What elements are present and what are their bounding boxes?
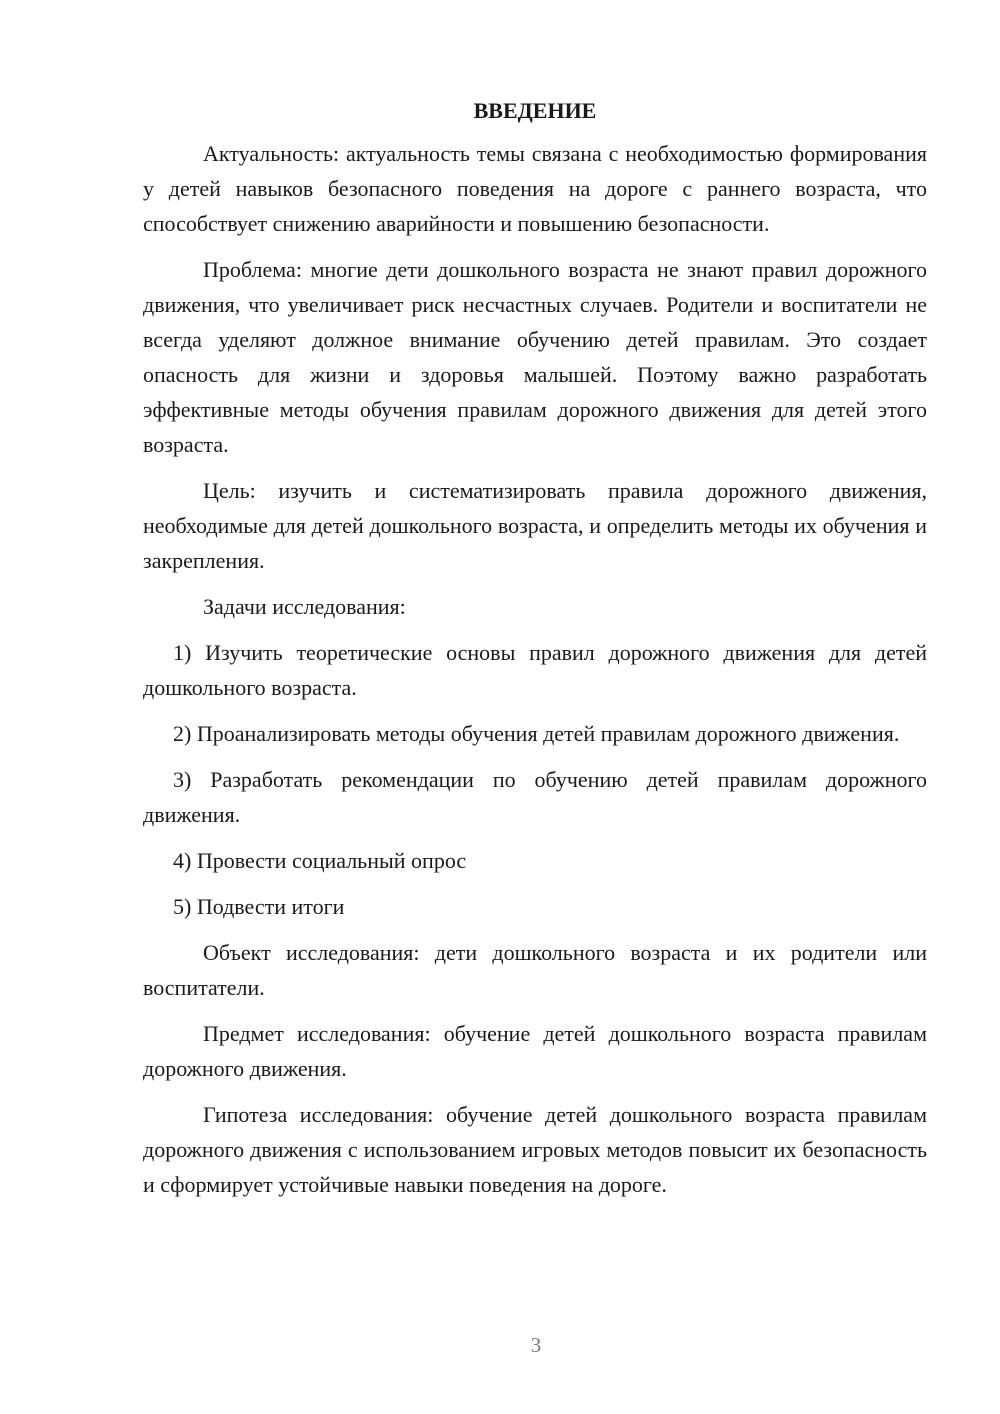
paragraph-goal: Цель: изучить и систематизировать правила дорожного движения, необходимые для детей дошкольного возраста, и определить методы их обучения и закрепления. — [143, 478, 927, 573]
task-item-5: 5) Подвести итоги — [173, 894, 345, 919]
task-item-2: 2) Проанализировать методы обучения детей правилам дорожного движения. — [173, 721, 900, 746]
paragraph-subject: Предмет исследования: обучение детей дошкольного возраста правилам дорожного движения. — [143, 1021, 927, 1081]
paragraph-hypothesis: Гипотеза исследования: обучение детей дошкольного возраста правилам дорожного движения с использованием игровых методов повысит их безопасность и сформирует устойчивые навыки поведения на дороге. — [143, 1102, 927, 1197]
task-item-1: 1) Изучить теоретические основы правил дорожного движения для детей дошкольного возраста. — [143, 640, 927, 700]
task-item-3: 3) Разработать рекомендации по обучению детей правилам дорожного движения. — [143, 767, 927, 827]
section-title: ВВЕДЕНИЕ — [473, 98, 597, 123]
paragraph-object: Объект исследования: дети дошкольного возраста и их родители или воспитатели. — [143, 940, 927, 1000]
page-number: 3 — [530, 1333, 542, 1357]
task-item-4: 4) Провести социальный опрос — [173, 848, 467, 873]
tasks-heading: Задачи исследования: — [203, 594, 406, 619]
paragraph-relevance: Актуальность: актуальность темы связана с необходимостью формирования у детей навыков безопасного поведения на дороге с раннего возраста, что способствует снижению аварийности и повышению безопасности. — [143, 141, 927, 236]
paragraph-problem: Проблема: многие дети дошкольного возраста не знают правил дорожного движения, что увеличивает риск несчастных случаев. Родители и воспитатели не всегда уделяют должное внимание обучению детей правилам. Это создает опасность для жизни и здоровья малышей. Поэтому важно разработать эффективные методы обучения правилам дорожного движения для детей этого возраста. — [143, 257, 927, 457]
document-body — [143, 96, 927, 1213]
